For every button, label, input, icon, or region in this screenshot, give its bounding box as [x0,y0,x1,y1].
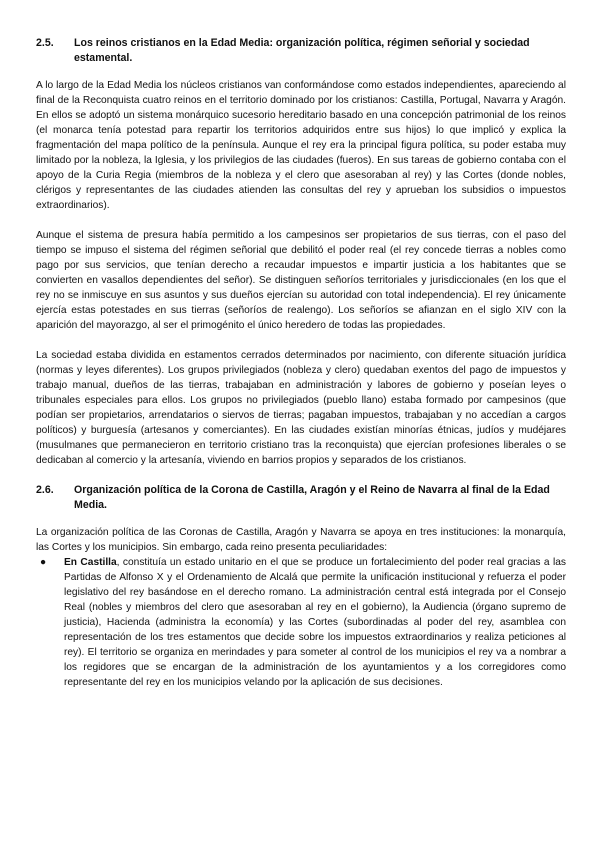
bullet-text [64,555,566,690]
document-page [36,36,566,690]
section-title: Organización política de la Corona de Castilla, Aragón y el Reino de Navarra al final de la Edad Media. [74,484,550,511]
section-number: 2.5. [36,37,54,49]
list-item [36,555,566,690]
paragraph: La sociedad estaba dividida en estamentos cerrados determinados por nacimiento, con diferente situación jurídica (normas y leyes diferentes). Los grupos privilegiados (nobleza y clero) quedaban exentos del pago de impuestos y trabajo manual, dueños de las tierras, trabajaban en administración y labores de gobierno y poseían leyes o tribunales especiales para ellos. Los grupos no privilegiados (pueblo llano) estaba formado por campesinos (que podían ser propietarios, arrendatarios o siervos de tierras; pagaban impuestos, trabajaban y no accedían a cargos políticos) y burguesía (artesanos y comerciantes). En las ciudades existían minorías étnicas, judíos y mudéjares (musulmanes que permanecieron en territorio cristiano tras la reconquista) que ejercían profesiones liberales o se dedicaban al comercio y la artesanía, viviendo en barrios propios y separados de los cristianos. [36,350,566,466]
section-title: Los reinos cristianos en la Edad Media: organización política, régimen señorial y sociedad estamental. [74,37,530,64]
section-number: 2.6. [36,484,54,496]
section-heading-2-5 [36,36,566,66]
paragraph: La organización política de las Coronas de Castilla, Aragón y Navarra se apoya en tres instituciones: la monarquía, las Cortes y los municipios. Sin embargo, cada reino presenta peculiaridades: [36,527,566,553]
bullet-lead: En Castilla [64,557,117,568]
bullet-icon: ● [40,557,47,568]
paragraph: Aunque el sistema de presura había permitido a los campesinos ser propietarios de sus tierras, con el paso del tiempo se impuso el sistema del régimen señorial que debilitó el poder real (el rey concede tierras a nobles como pago por sus servicios, que tenían derecho a recaudar impuestos e impartir justicia a los habitantes que se convierten en vasallos dependientes del señor). Se distinguen señoríos territoriales y jurisdiccionales (en los que el rey no se inmiscuye en sus asuntos y sus dueños ejercían su autoridad con total independencia). El rey únicamente ejercía estas potestades en sus tierras (señoríos de realengo). Los señoríos se afianzan en el siglo XIV con la aparición del mayorazgo, al ser el primogénito el único heredero de todas las propiedades. [36,230,566,331]
section-heading-2-6 [36,483,566,513]
paragraph: A lo largo de la Edad Media los núcleos cristianos van conformándose como estados independientes, apareciendo al final de la Reconquista cuatro reinos en el territorio dominado por los cristianos: Castilla, Portugal, Navarra y Aragón. En ellos se adoptó un sistema monárquico sucesorio hereditario basado en una concepción patrimonial de los reinos (el monarca tenía potestad para repartir los territorios adquiridos entre sus hijos) lo que implicó y explica la fragmentación del mapa político de la península. Aunque el rey era la principal figura política, su poder estaba muy limitado por la nobleza, la Iglesia, y los privilegios de las ciudades (fueros). En sus tareas de gobierno contaba con el apoyo de la Curia Regia (miembros de la nobleza y el clero que asesoraban al rey) y las Cortes (donde nobles, clérigos y representantes de las ciudades atienden las consultas del rey y aprueban los subsidios o impuestos extraordinarios). [36,80,566,211]
bullet-body: , constituía un estado unitario en el que se produce un fortalecimiento del poder real gracias a las Partidas de Alfonso X y el Ordenamiento de Alcalá que permite la unificación institucional y refuerza el poder legislativo del rey basándose en el derecho romano. La administración central está integrada por el Consejo Real (nobles y miembros del clero que asesoraban al rey en el gobierno), la Audiencia (órgano supremo de justicia), Hacienda (administra la economía) y las Cortes (subordinadas al poder del rey, asamblea con representación de los tres estamentos que decide sobre los impuestos extraordinarios y realiza peticiones al rey). El territorio se organiza en merindades y para someter al control de los municipios el rey va a nombrar a los regidores que se encargan de la administración de los ayuntamientos y a los corregidores como representante del rey en los municipios velando por la aplicación de sus decisiones. [64,557,566,688]
